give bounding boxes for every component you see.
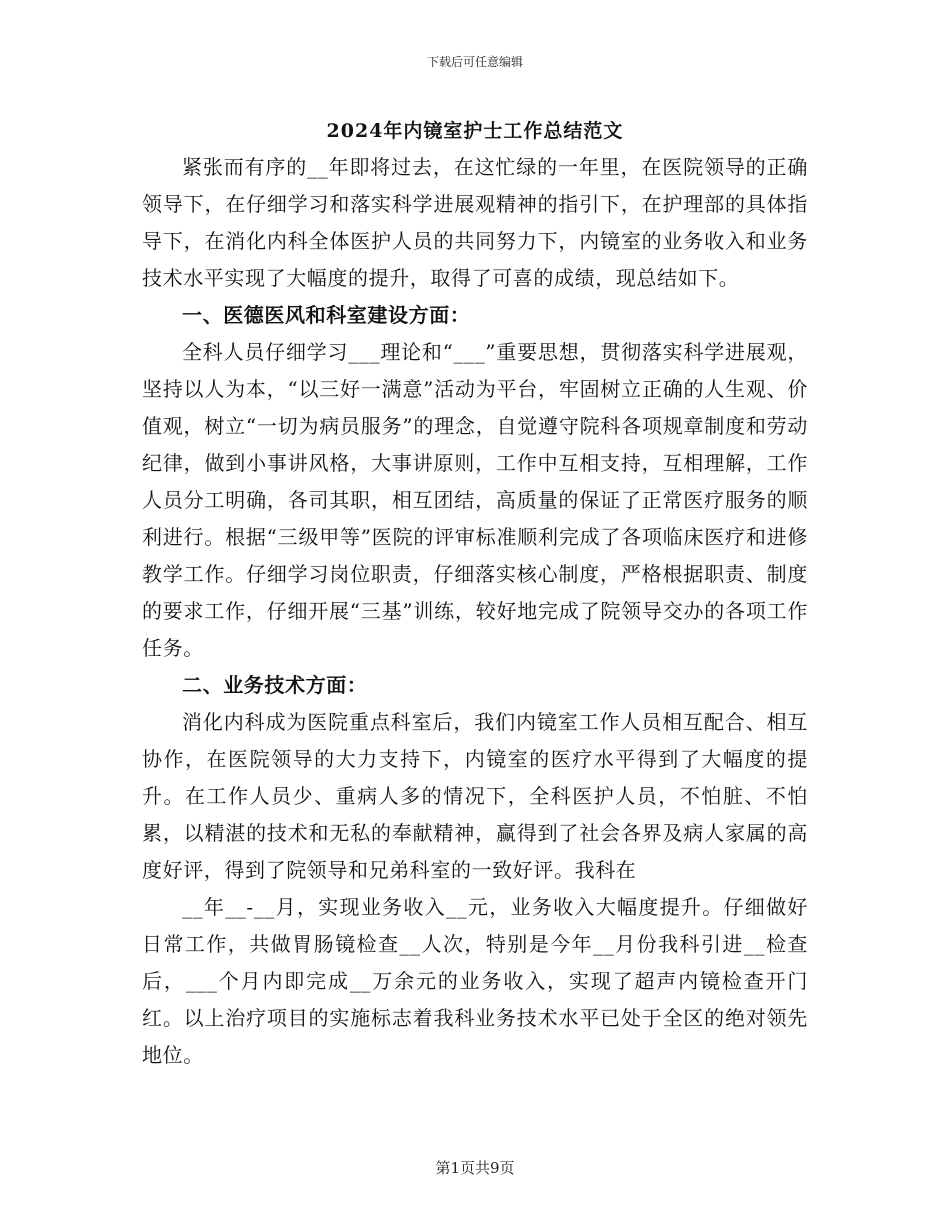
section-technique-paragraph-1: 消化内科成为医院重点科室后，我们内镜室工作人员相互配合、相互协作，在医院领导的大力支持下，内镜室的医疗水平得到了大幅度的提升。在工作人员少、重病人多的情况下，全科医护人员，不怕脏、不怕累，以精湛的技术和无私的奉献精神，赢得到了社会各界及病人家属的高度好评，得到了院领导和兄弟科室的一致好评。我科在	[142, 710, 808, 882]
document-title: 2024年内镜室护士工作总结范文	[326, 120, 624, 142]
section-technique-paragraph-2: __年__-__月，实现业务收入__元，业务收入大幅度提升。仔细做好日常工作，共做胃肠镜检查__人次，特别是今年__月份我科引进__检查后，___个月内即完成__万余元的业务收入，实现了超声内镜检查开门红。以上治疗项目的实施标志着我科业务技术水平已处于全区的绝对领先地位。	[142, 895, 808, 1067]
intro-paragraph: 紧张而有序的__年即将过去，在这忙绿的一年里，在医院领导的正确领导下，在仔细学习和落实科学进展观精神的指引下，在护理部的具体指导下，在消化内科全体医护人员的共同努力下，内镜室的业务收入和业务技术水平实现了大幅度的提升，取得了可喜的成绩，现总结如下。	[142, 155, 808, 290]
section-heading-technique: 二、业务技术方面：	[182, 673, 368, 697]
document-body	[142, 149, 808, 1074]
page-header-note: 下载后可任意编辑	[426, 55, 523, 69]
section-ethics-paragraph: 全科人员仔细学习___理论和“___”重要思想，贯彻落实科学进展观，坚持以人为本，“以三好一满意”活动为平台，牢固树立正确的人生观、价值观，树立“一切为病员服务”的理念，自觉遵守院科各项规章制度和劳动纪律，做到小事讲风格，大事讲原则，工作中互相支持，互相理解，工作人员分工明确，各司其职，相互团结，高质量的保证了正常医疗服务的顺利进行。根据“三级甲等”医院的评审标准顺利完成了各项临床医疗和进修教学工作。仔细学习岗位职责，仔细落实核心制度，严格根据职责、制度的要求工作，仔细开展“三基”训练，较好地完成了院领导交办的各项工作任务。	[142, 340, 808, 660]
section-heading-ethics: 一、医德医风和科室建设方面：	[182, 303, 471, 327]
page-number: 第1页共9页	[435, 1159, 515, 1177]
